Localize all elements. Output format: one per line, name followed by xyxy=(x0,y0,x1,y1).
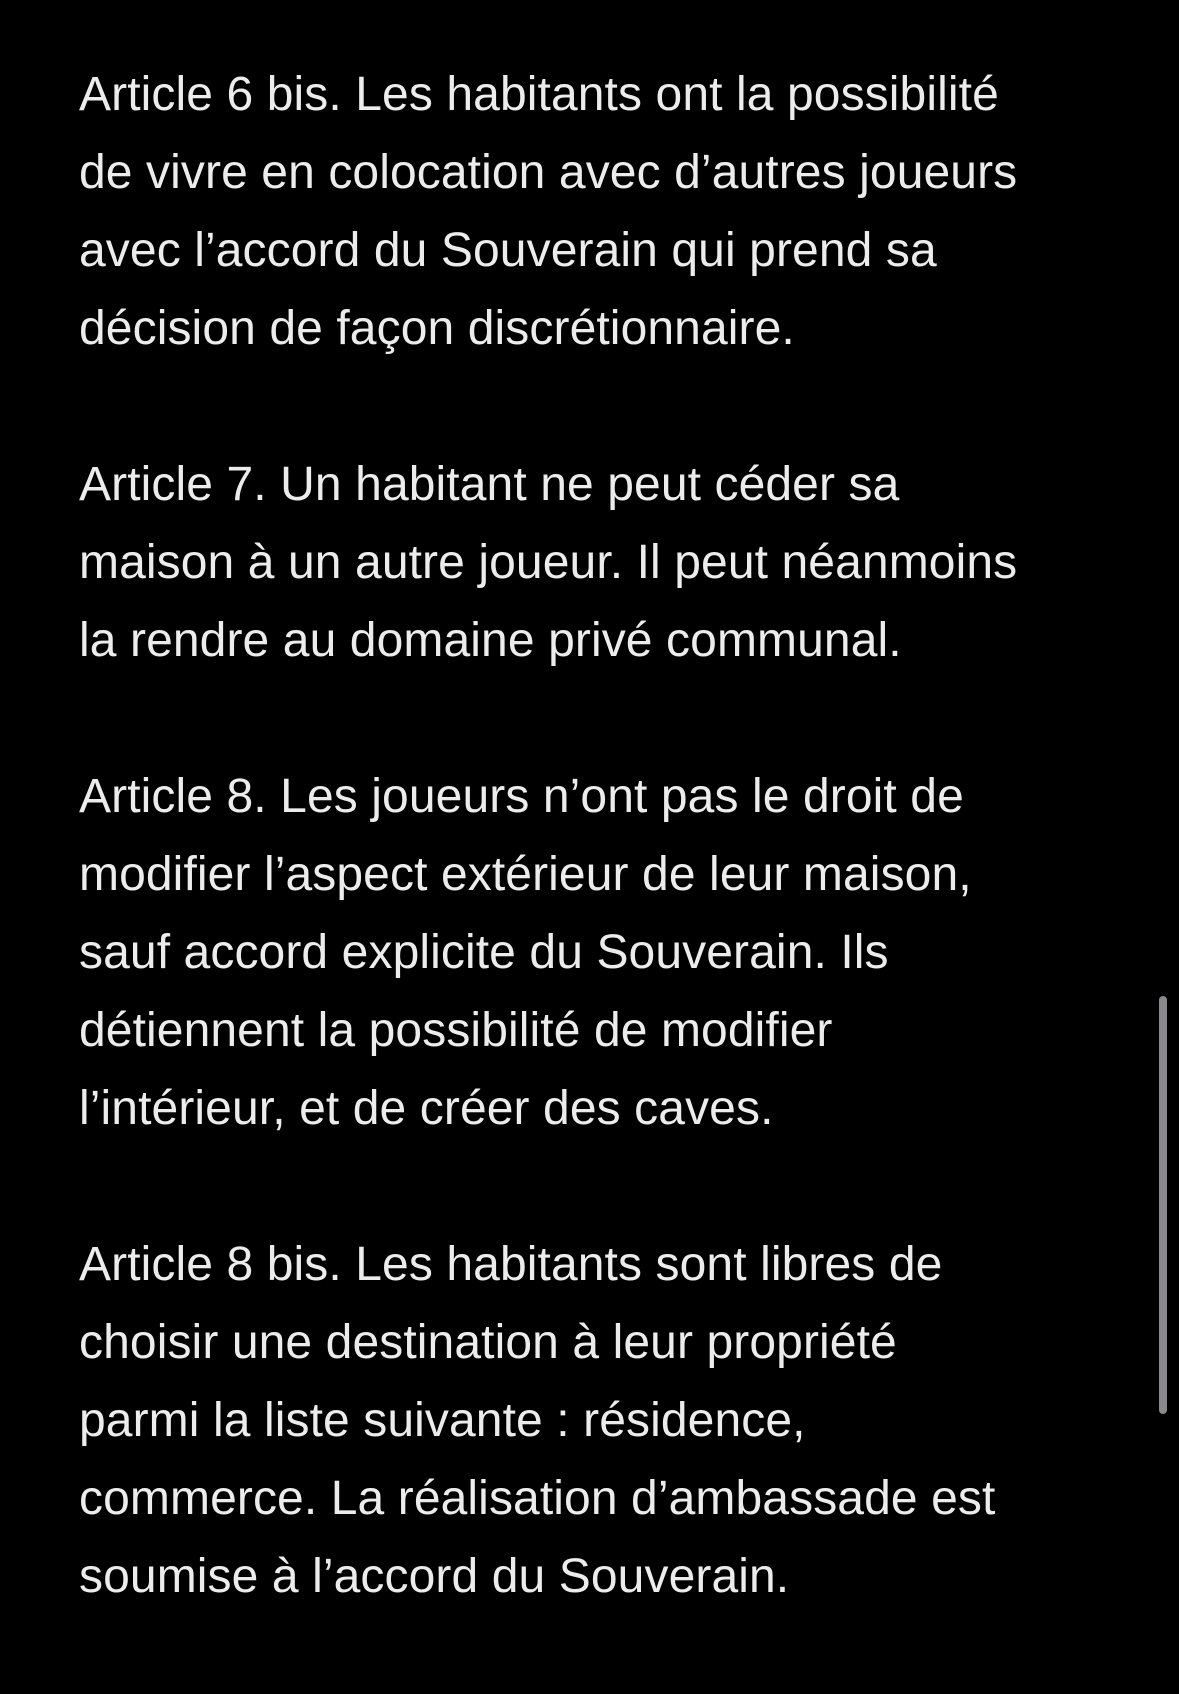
vertical-scrollbar[interactable] xyxy=(1159,996,1167,1414)
note-body[interactable] xyxy=(79,56,1119,1694)
article-6-bis-paragraph: Article 6 bis. Les habitants ont la possibilité de vivre en colocation avec d’autres joueurs avec l’accord du Souverain qui prend sa décision de façon discrétionnaire. xyxy=(79,68,1018,355)
article-7-paragraph: Article 7. Un habitant ne peut céder sa maison à un autre joueur. Il peut néanmoins la rendre au domaine privé communal. xyxy=(79,458,1018,667)
scrollbar-thumb[interactable] xyxy=(1159,996,1167,1414)
article-8-paragraph: Article 8. Les joueurs n’ont pas le droit de modifier l’aspect extérieur de leur maison, sauf accord explicite du Souverain. Ils détiennent la possibilité de modifier l’intérieur, et de créer des caves. xyxy=(79,770,972,1135)
article-8-bis-paragraph: Article 8 bis. Les habitants sont libres de choisir une destination à leur propriété parmi la liste suivante : résidence, commerce. La réalisation d’ambassade est soumise à l’accord du Souverain. xyxy=(79,1238,996,1603)
